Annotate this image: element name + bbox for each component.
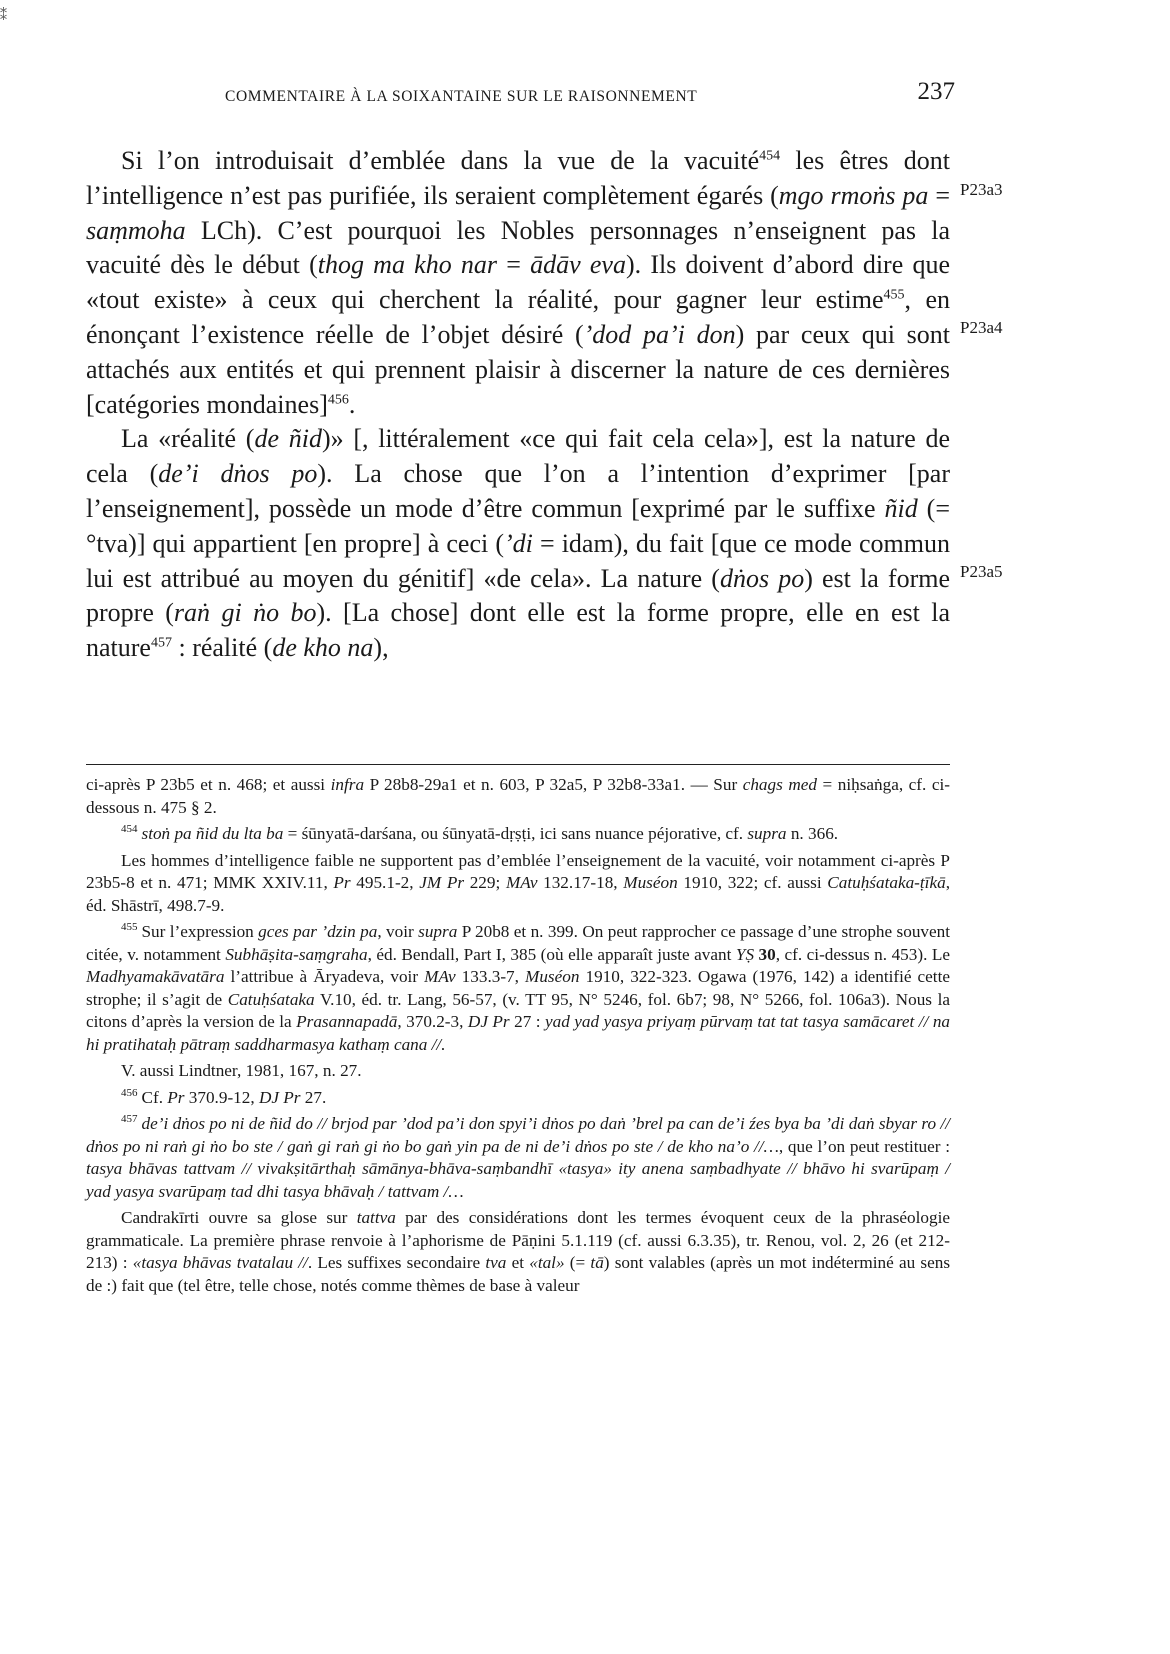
footnote-ref-454[interactable]: 454 bbox=[759, 148, 781, 164]
main-text bbox=[86, 144, 950, 666]
footnote-456: $^{456}$ Cf. Pr 370.9-12, DJ Pr 27. bbox=[121, 1086, 327, 1107]
footnote-rule bbox=[86, 764, 950, 765]
footnote-454: $^{454}$ stoṅ pa ñid du lta ba = śūnyatā-darśana, ou śūnyatā-dṛṣṭi, ici sans nuance péjorative, cf. supra n. 366. bbox=[121, 823, 839, 843]
page-number: 237 bbox=[917, 78, 955, 105]
footnote-454-para2: Les hommes d’intelligence faible ne supportent pas d’emblée l’enseignement de la vacuité, voir notamment ci-après P 23b5-8 et n. 471; MMK XXIV.11, Pr 495.1-2, JM Pr 229; MAv 132.17-18, Muséon 1910, 322; cf. aussi Catuḥśataka-ṭīkā, éd. Shāstrī, 498.7-9. bbox=[86, 850, 950, 915]
footnote-457: $^{457}$ de’i dṅos po ni de ñid do // brjod par ’dod pa’i don spyi’i dṅos po daṅ ’brel pa can de’i źes bya ba ’di daṅ sbyar ro // dṅos po ni raṅ gi ṅo bo ste / gaṅ gi raṅ gi ṅo bo gaṅ yin pa de ni de’i dṅos po ste / de kho na’o //…, que l’on peut restituer : tasya bhāvas tattvam // vivakṣitārthaḥ sāmānya-bhāva-saṃbandhī «tasya» ity anena saṃbadhyate // bhāvo hi svarūpaṃ / yad yasya svarūpaṃ tad dhi tasya bhāvaḥ / tattvam /… bbox=[86, 1113, 950, 1201]
scan-corner-mark: ⁑ bbox=[0, 9, 7, 24]
paragraph-2: La «réalité (de ñid)» [, littéralement «ce qui fait cela cela»], est la nature de cela (de’i dṅos po). La chose que l’on a l’intention d’exprimer [par l’enseignement], possède un mode d’être commun [exprimé par le suffixe ñid (= °tva)] qui appartient [en propre] à ceci (’di = idam), du fait [que ce mode commun lui est attribué au moyen du génitif] «de cela». La nature (dṅos po) est la forme propre (raṅ gi ṅo bo). [La chose] dont elle est la forme propre, elle en est la nature$^{457}$ : réalité (de kho na), bbox=[86, 424, 951, 663]
footnote-continuation: ci-après P 23b5 et n. 468; et aussi infra P 28b8-29a1 et n. 603, P 32a5, P 32b8-33a1. — Sur chags med = niḥsaṅga, cf. ci-dessous n. 475 § 2. bbox=[86, 775, 950, 817]
footnote-457-para2: Candrakīrti ouvre sa glose sur tattva par des considérations dont les termes évoquent ceux de la phraséologie grammaticale. La première phrase renvoie à l’aphorisme de Pāṇini 5.1.119 (cf. aussi 6.3.35), tr. Renou, vol. 2, 26 (et 212-213) : «tasya bhāvas tvatalau //. Les suffixes secondaire tva et «tal» (= tā) sont valables (après un mot indéterminé au sens de :) fait que (tel être, telle chose, notés comme thèmes de base à valeur bbox=[86, 1208, 951, 1295]
footnote-ref-455[interactable]: 455 bbox=[883, 287, 905, 303]
footnote-number-457: 457 bbox=[121, 1113, 138, 1126]
footnote-455-para2: V. aussi Lindtner, 1981, 167, n. 27. bbox=[121, 1061, 362, 1080]
paragraph-1: Si l’on introduisait d’emblée dans la vue de la vacuité$^{454}$ les êtres dont l’intelligence n’est pas purifiée, ils seraient complètement égarés (mgo rmoṅs pa = saṃmoha LCh). C’est pourquoi les Nobles personnages n’enseignent pas la vacuité dès le début (thog ma kho nar = ādāv eva). Ils doivent d’abord dire que «tout existe» à ceux qui cherchent la réalité, pour gagner leur estime$^{455}$, en énonçant l’existence réelle de l’objet désiré (’dod pa’i don) par ceux qui sont attachés aux entités et qui prennent plaisir à discerner la nature de ces dernières [catégories mondaines]$^{456}$. bbox=[86, 146, 950, 419]
margin-ref-p23a5: P23a5 bbox=[960, 562, 1003, 581]
footnote-455: $^{455}$ Sur l’expression gces par ’dzin pa, voir supra P 20b8 et n. 399. On peut rapprocher ce passage d’une strophe souvent citée, v. notamment Subhāṣita-saṃgraha, éd. Bendall, Part I, 385 (où elle apparaît juste avant YṢ 30, cf. ci-dessus n. 453). Le Madhyamakāvatāra l’attribue à Āryadeva, voir MAv 133.3-7, Muséon 1910, 322-323. Ogawa (1976, 142) a identifié cette strophe; il s’agit de Catuḥśataka V.10, éd. tr. Lang, 56-57, (v. TT 95, N° 5246, fol. 6b7; 98, N° 5266, fol. 106a3). Nous la citons d’après la version de la Prasannapadā, 370.2-3, DJ Pr 27 : yad yad yasya priyaṃ pūrvaṃ tat tat tasya samācaret // na hi pratihataḥ pātraṃ saddharmasya kathaṃ cana //. bbox=[86, 921, 951, 1054]
running-header bbox=[225, 78, 955, 118]
running-title: COMMENTAIRE À LA SOIXANTAINE SUR LE RAISONNEMENT bbox=[225, 88, 698, 105]
margin-ref-p23a3: P23a3 bbox=[960, 180, 1003, 199]
footnote-number-454: 454 bbox=[121, 823, 138, 836]
footnote-ref-457[interactable]: 457 bbox=[150, 635, 172, 651]
margin-ref-p23a4: P23a4 bbox=[960, 318, 1003, 337]
footnotes bbox=[86, 774, 950, 1301]
footnote-ref-456[interactable]: 456 bbox=[327, 391, 349, 407]
footnote-number-455: 455 bbox=[121, 921, 138, 934]
footnote-number-456: 456 bbox=[121, 1086, 138, 1099]
